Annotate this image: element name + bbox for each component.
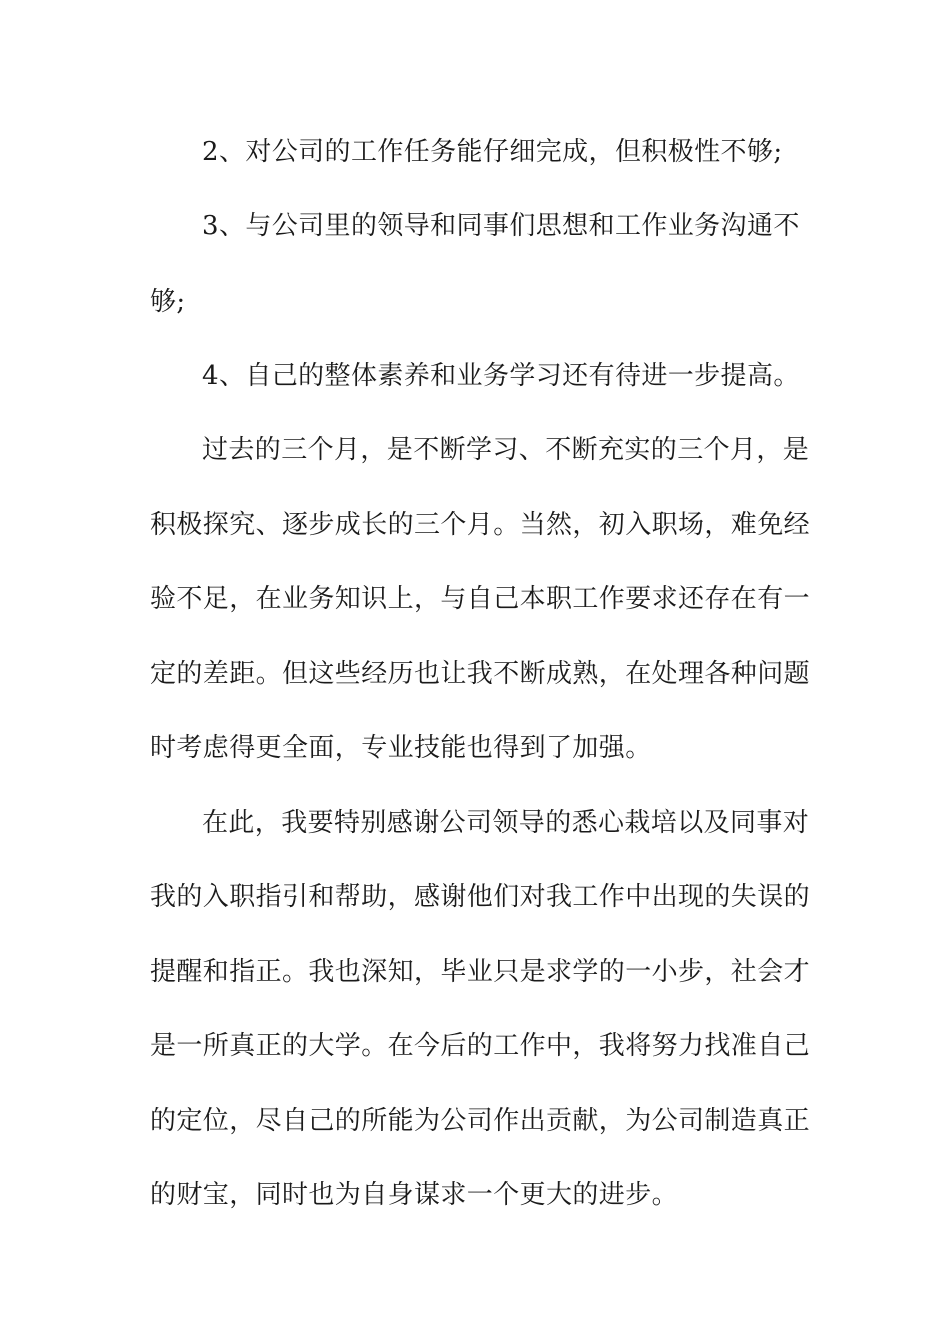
text-line: 过去的三个月，是不断学习、不断充实的三个月，是 — [202, 435, 810, 465]
text-line: 4、自己的整体素养和业务学习还有待进一步提高。 — [202, 361, 800, 391]
text-line: 的定位，尽自己的所能为公司作出贡献，为公司制造真正 — [150, 1106, 811, 1136]
text-line: 验不足，在业务知识上，与自己本职工作要求还存在有一 — [150, 584, 811, 614]
text-line: 在此，我要特别感谢公司领导的悉心栽培以及同事对 — [202, 808, 810, 838]
text-line: 积极探究、逐步成长的三个月。当然，初入职场，难免经 — [150, 510, 811, 540]
text-line: 时考虑得更全面，专业技能也得到了加强。 — [150, 733, 652, 763]
text-line: 2、对公司的工作任务能仔细完成，但积极性不够; — [202, 137, 783, 167]
text-line: 我的入职指引和帮助，感谢他们对我工作中出现的失误的 — [150, 882, 811, 912]
text-line: 提醒和指正。我也深知，毕业只是求学的一小步，社会才 — [150, 957, 811, 987]
text-line: 的财宝，同时也为自身谋求一个更大的进步。 — [150, 1180, 679, 1210]
text-line: 3、与公司里的领导和同事们思想和工作业务沟通不 — [202, 211, 800, 241]
text-line: 定的差距。但这些经历也让我不断成熟，在处理各种问题 — [150, 659, 811, 689]
text-line: 是一所真正的大学。在今后的工作中，我将努力找准自己 — [150, 1031, 811, 1061]
text-line: 够; — [150, 287, 186, 317]
